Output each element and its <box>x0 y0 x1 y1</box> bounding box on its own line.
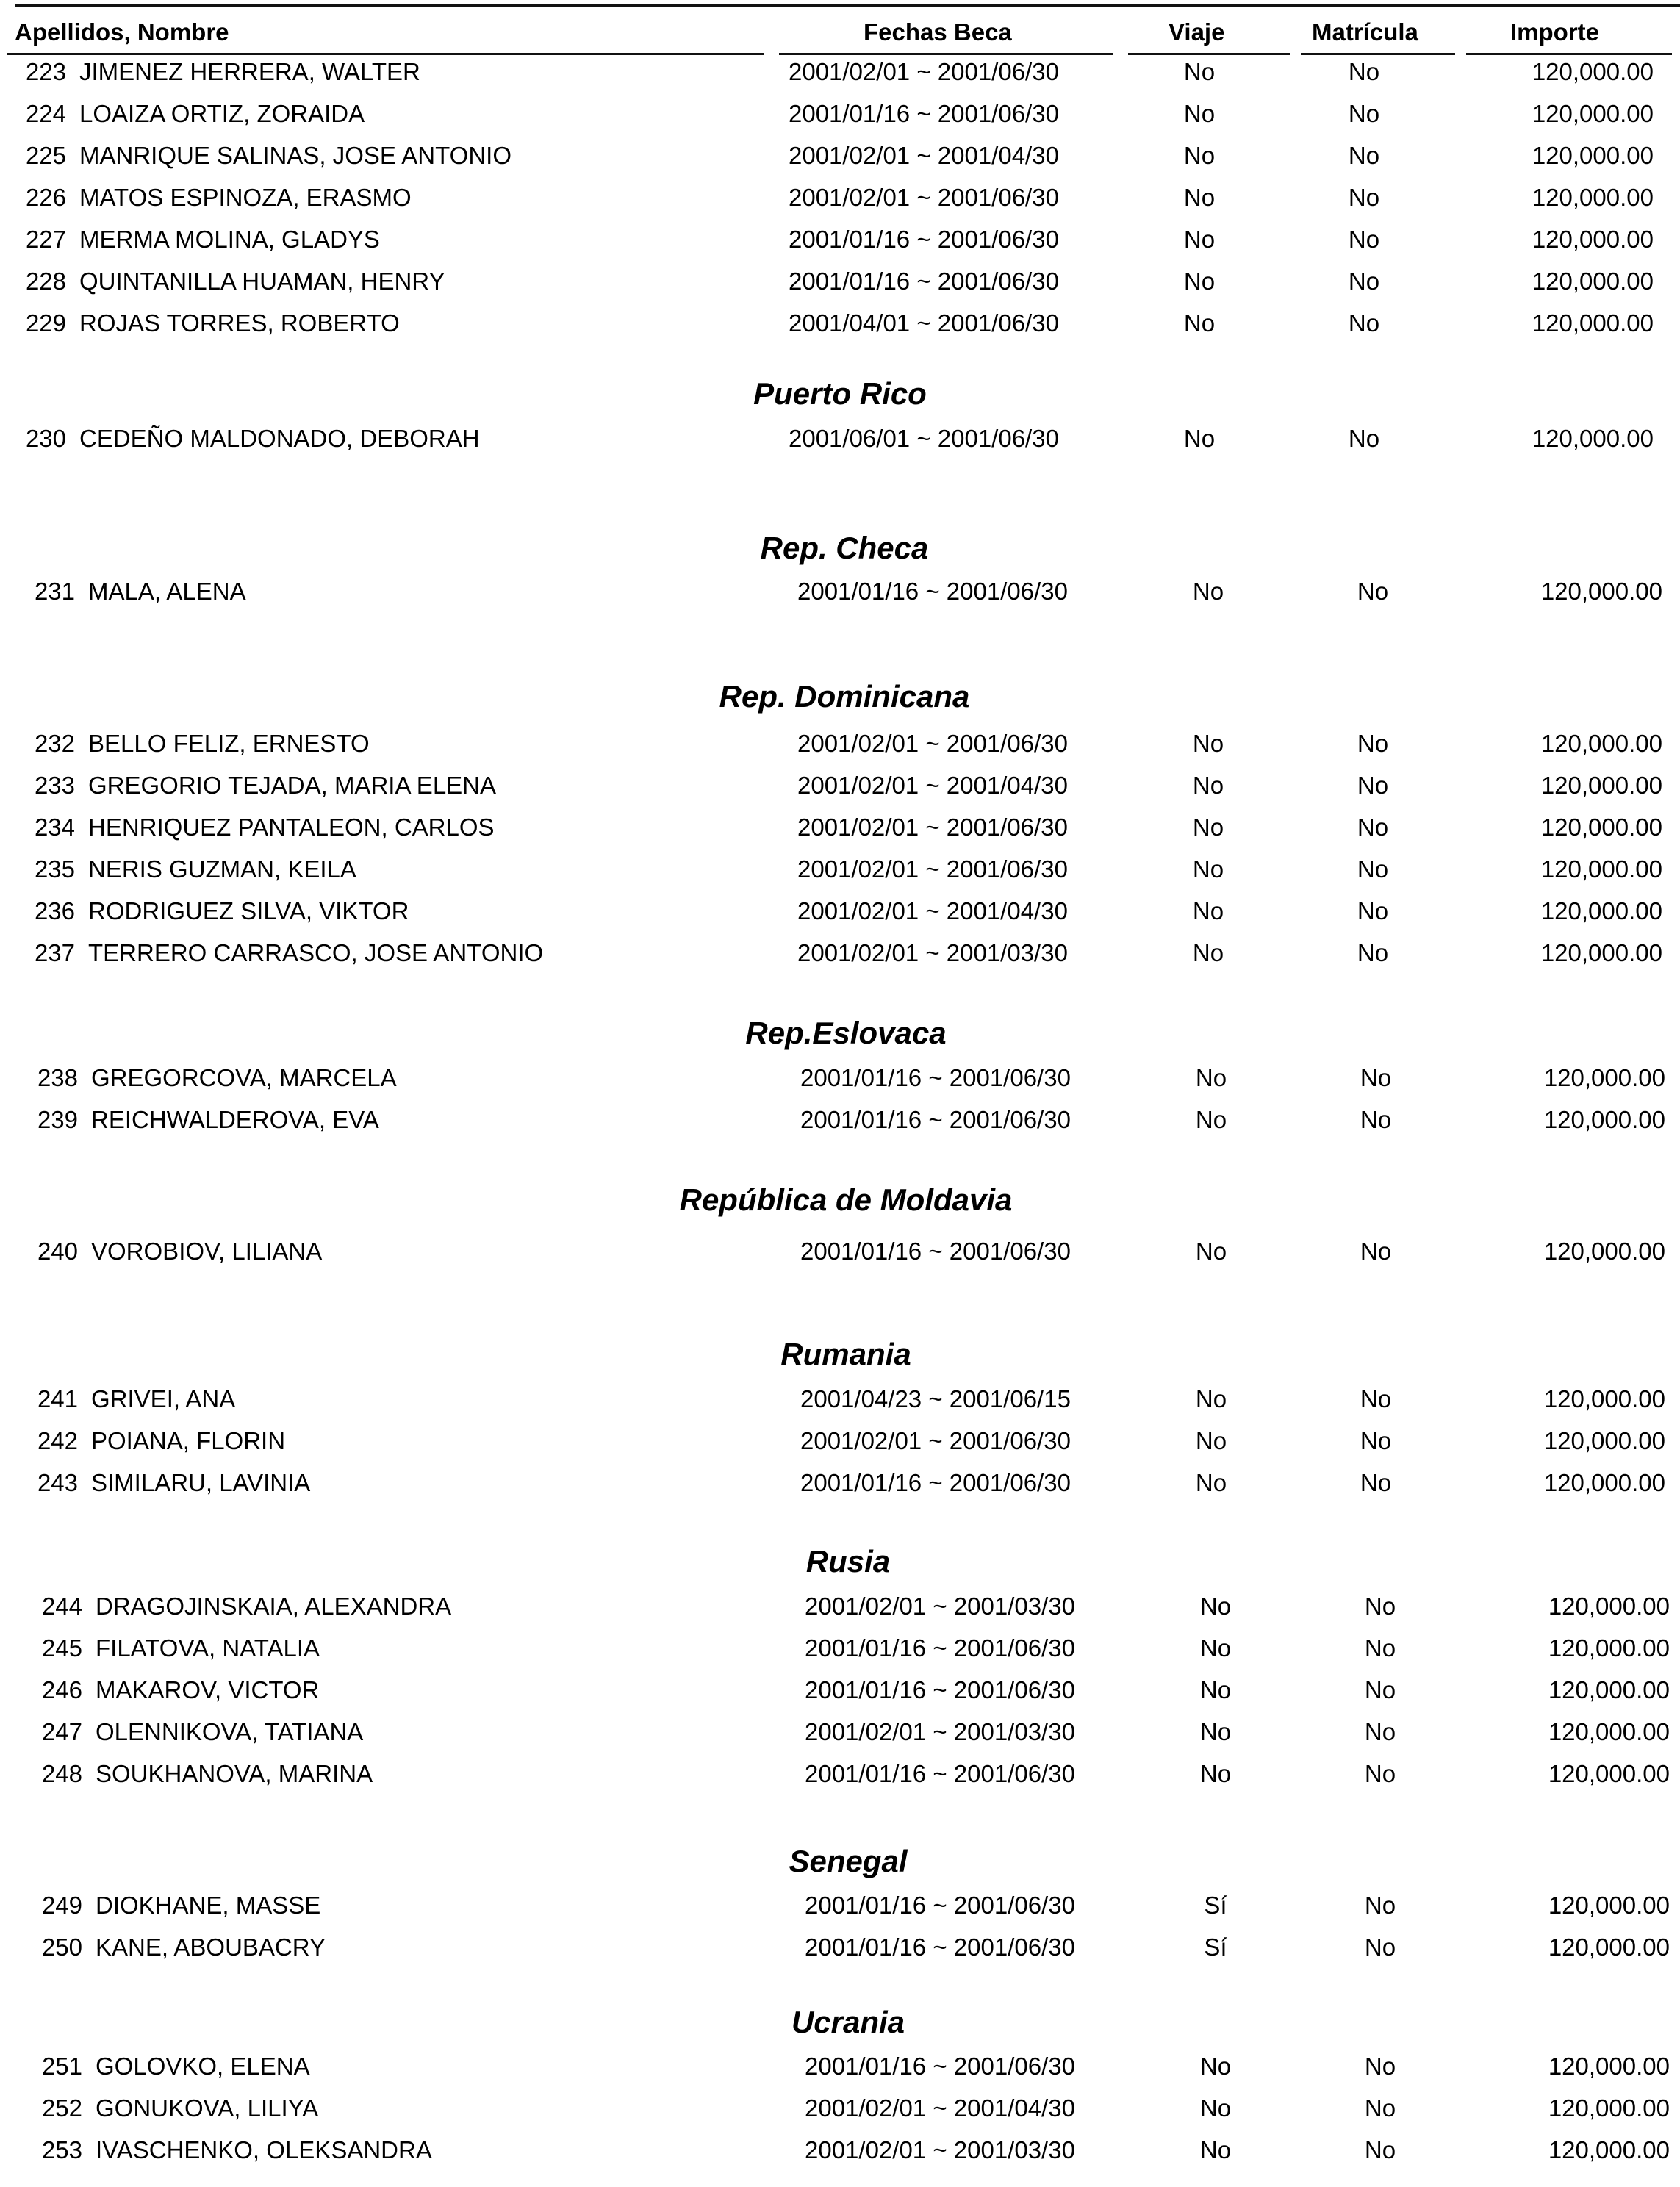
row-importe: 120,000.00 <box>1532 100 1654 127</box>
row-viaje: Sí <box>1204 1892 1227 1919</box>
row-dates: 2001/01/16 ~ 2001/06/30 <box>800 1106 1071 1133</box>
row-dates: 2001/01/16 ~ 2001/06/30 <box>789 100 1059 127</box>
row-importe: 120,000.00 <box>1543 1106 1665 1133</box>
row-importe: 120,000.00 <box>1540 814 1662 841</box>
table-row <box>0 1930 1680 1965</box>
row-dates: 2001/02/01 ~ 2001/04/30 <box>789 142 1059 169</box>
table-row <box>0 1888 1680 1923</box>
table-row <box>0 2049 1680 2084</box>
row-matricula: No <box>1360 1427 1392 1454</box>
country-heading: Rusia <box>805 1544 891 1579</box>
row-viaje: No <box>1183 226 1216 253</box>
row-matricula: No <box>1357 814 1389 841</box>
row-dates: 2001/06/01 ~ 2001/06/30 <box>789 425 1059 452</box>
table-row <box>0 1631 1680 1666</box>
row-viaje: No <box>1199 2136 1232 2163</box>
row-viaje: No <box>1199 1760 1232 1787</box>
row-viaje: No <box>1195 1064 1227 1091</box>
row-dates: 2001/01/16 ~ 2001/06/30 <box>805 1676 1075 1703</box>
row-matricula: No <box>1360 1469 1392 1496</box>
row-number: 253 <box>41 2136 82 2163</box>
row-dates: 2001/01/16 ~ 2001/06/30 <box>800 1469 1071 1496</box>
row-viaje: No <box>1183 100 1216 127</box>
country-heading: Ucrania <box>791 2005 905 2039</box>
row-name: MATOS ESPINOZA, ERASMO <box>79 184 412 211</box>
row-importe: 120,000.00 <box>1548 1592 1670 1620</box>
table-row <box>0 180 1680 215</box>
row-importe: 120,000.00 <box>1540 578 1662 605</box>
row-name: NERIS GUZMAN, KEILA <box>88 855 356 883</box>
row-number: 226 <box>25 184 66 211</box>
row-dates: 2001/02/01 ~ 2001/03/30 <box>797 939 1068 966</box>
table-row <box>0 54 1680 90</box>
table-row <box>0 768 1680 803</box>
table-row <box>0 936 1680 971</box>
row-name: SIMILARU, LAVINIA <box>91 1469 311 1496</box>
row-number: 238 <box>37 1064 78 1091</box>
row-viaje: No <box>1199 2094 1232 2122</box>
row-name: DIOKHANE, MASSE <box>96 1892 321 1919</box>
row-viaje: No <box>1199 1592 1232 1620</box>
row-number: 248 <box>41 1760 82 1787</box>
row-viaje: No <box>1192 578 1224 605</box>
row-number: 243 <box>37 1469 78 1496</box>
row-dates: 2001/02/01 ~ 2001/04/30 <box>805 2094 1075 2122</box>
table-row <box>0 1756 1680 1792</box>
table-row <box>0 1102 1680 1138</box>
row-number: 232 <box>34 730 75 757</box>
row-number: 230 <box>25 425 66 452</box>
row-name: ROJAS TORRES, ROBERTO <box>79 309 400 337</box>
row-viaje: No <box>1183 142 1216 169</box>
header-matricula: Matrícula <box>1312 18 1418 46</box>
row-dates: 2001/01/16 ~ 2001/06/30 <box>805 1760 1075 1787</box>
table-row <box>0 421 1680 456</box>
row-viaje: No <box>1199 1634 1232 1662</box>
country-heading: Senegal <box>789 1844 908 1878</box>
row-dates: 2001/02/01 ~ 2001/06/30 <box>789 184 1059 211</box>
row-number: 233 <box>34 772 75 799</box>
row-name: MAKAROV, VICTOR <box>96 1676 320 1703</box>
row-importe: 120,000.00 <box>1543 1385 1665 1412</box>
row-importe: 120,000.00 <box>1540 897 1662 924</box>
row-importe: 120,000.00 <box>1532 226 1654 253</box>
country-heading: Rep.Eslovaca <box>745 1016 947 1050</box>
row-importe: 120,000.00 <box>1540 730 1662 757</box>
row-dates: 2001/01/16 ~ 2001/06/30 <box>805 1933 1075 1961</box>
table-row <box>0 1673 1680 1708</box>
row-importe: 120,000.00 <box>1548 2053 1670 2080</box>
row-dates: 2001/02/01 ~ 2001/06/30 <box>789 58 1059 85</box>
row-dates: 2001/02/01 ~ 2001/04/30 <box>797 772 1068 799</box>
row-viaje: No <box>1192 939 1224 966</box>
row-matricula: No <box>1357 578 1389 605</box>
row-name: GREGORCOVA, MARCELA <box>91 1064 397 1091</box>
row-importe: 120,000.00 <box>1543 1469 1665 1496</box>
table-row <box>0 1423 1680 1459</box>
row-dates: 2001/01/16 ~ 2001/06/30 <box>789 226 1059 253</box>
row-importe: 120,000.00 <box>1548 1634 1670 1662</box>
row-name: BELLO FELIZ, ERNESTO <box>88 730 370 757</box>
row-matricula: No <box>1348 425 1380 452</box>
row-number: 246 <box>41 1676 82 1703</box>
row-matricula: No <box>1364 1933 1396 1961</box>
row-number: 252 <box>41 2094 82 2122</box>
header-viaje: Viaje <box>1169 18 1225 46</box>
row-matricula: No <box>1364 1718 1396 1745</box>
row-dates: 2001/01/16 ~ 2001/06/30 <box>800 1064 1071 1091</box>
table-row <box>0 96 1680 132</box>
row-viaje: No <box>1192 897 1224 924</box>
table-row <box>0 306 1680 341</box>
row-name: IVASCHENKO, OLEKSANDRA <box>96 2136 432 2163</box>
row-name: MERMA MOLINA, GLADYS <box>79 226 380 253</box>
table-row <box>0 2091 1680 2126</box>
row-importe: 120,000.00 <box>1532 184 1654 211</box>
row-dates: 2001/02/01 ~ 2001/06/30 <box>800 1427 1071 1454</box>
row-viaje: No <box>1183 58 1216 85</box>
row-viaje: No <box>1195 1238 1227 1265</box>
row-number: 235 <box>34 855 75 883</box>
row-name: VOROBIOV, LILIANA <box>91 1238 323 1265</box>
table-row <box>0 264 1680 299</box>
row-dates: 2001/01/16 ~ 2001/06/30 <box>805 2053 1075 2080</box>
row-number: 225 <box>25 142 66 169</box>
table-row <box>0 138 1680 173</box>
row-dates: 2001/01/16 ~ 2001/06/30 <box>800 1238 1071 1265</box>
row-name: KANE, ABOUBACRY <box>96 1933 326 1961</box>
row-viaje: No <box>1183 309 1216 337</box>
table-row <box>0 1714 1680 1750</box>
row-viaje: No <box>1183 267 1216 295</box>
row-number: 239 <box>37 1106 78 1133</box>
row-importe: 120,000.00 <box>1548 1676 1670 1703</box>
table-row <box>0 810 1680 845</box>
row-dates: 2001/04/01 ~ 2001/06/30 <box>789 309 1059 337</box>
row-dates: 2001/02/01 ~ 2001/03/30 <box>805 1592 1075 1620</box>
table-row <box>0 726 1680 761</box>
table-row <box>0 1589 1680 1624</box>
row-number: 223 <box>25 58 66 85</box>
row-dates: 2001/01/16 ~ 2001/06/30 <box>789 267 1059 295</box>
row-viaje: No <box>1195 1106 1227 1133</box>
row-viaje: No <box>1199 2053 1232 2080</box>
row-name: MALA, ALENA <box>88 578 246 605</box>
row-importe: 120,000.00 <box>1543 1427 1665 1454</box>
row-dates: 2001/01/16 ~ 2001/06/30 <box>805 1634 1075 1662</box>
country-heading: República de Moldavia <box>679 1182 1013 1217</box>
row-matricula: No <box>1360 1238 1392 1265</box>
country-heading: Puerto Rico <box>753 376 927 411</box>
table-row <box>0 222 1680 257</box>
row-importe: 120,000.00 <box>1532 267 1654 295</box>
row-importe: 120,000.00 <box>1532 142 1654 169</box>
row-viaje: Sí <box>1204 1933 1227 1961</box>
row-importe: 120,000.00 <box>1532 309 1654 337</box>
row-number: 224 <box>25 100 66 127</box>
row-name: TERRERO CARRASCO, JOSE ANTONIO <box>88 939 544 966</box>
row-name: GRIVEI, ANA <box>91 1385 236 1412</box>
row-matricula: No <box>1364 2094 1396 2122</box>
row-name: GOLOVKO, ELENA <box>96 2053 310 2080</box>
table-row <box>0 894 1680 929</box>
row-number: 227 <box>25 226 66 253</box>
row-viaje: No <box>1195 1469 1227 1496</box>
row-name: OLENNIKOVA, TATIANA <box>96 1718 364 1745</box>
row-name: SOUKHANOVA, MARINA <box>96 1760 373 1787</box>
top-rule <box>15 4 1680 7</box>
row-importe: 120,000.00 <box>1548 1760 1670 1787</box>
row-matricula: No <box>1348 309 1380 337</box>
row-importe: 120,000.00 <box>1543 1238 1665 1265</box>
row-matricula: No <box>1364 1892 1396 1919</box>
row-importe: 120,000.00 <box>1543 1064 1665 1091</box>
row-dates: 2001/02/01 ~ 2001/04/30 <box>797 897 1068 924</box>
row-importe: 120,000.00 <box>1532 58 1654 85</box>
row-matricula: No <box>1364 1676 1396 1703</box>
row-viaje: No <box>1195 1427 1227 1454</box>
row-matricula: No <box>1364 1760 1396 1787</box>
row-viaje: No <box>1199 1718 1232 1745</box>
row-dates: 2001/01/16 ~ 2001/06/30 <box>797 578 1068 605</box>
table-row <box>0 574 1680 609</box>
row-matricula: No <box>1348 267 1380 295</box>
table-row <box>0 1234 1680 1269</box>
country-heading: Rumania <box>780 1337 911 1371</box>
row-matricula: No <box>1357 897 1389 924</box>
row-dates: 2001/02/01 ~ 2001/03/30 <box>805 2136 1075 2163</box>
row-matricula: No <box>1357 939 1389 966</box>
row-number: 231 <box>34 578 75 605</box>
row-importe: 120,000.00 <box>1548 1892 1670 1919</box>
row-name: GONUKOVA, LILIYA <box>96 2094 319 2122</box>
row-number: 247 <box>41 1718 82 1745</box>
row-number: 237 <box>34 939 75 966</box>
row-number: 245 <box>41 1634 82 1662</box>
country-heading: Rep. Dominicana <box>719 679 970 714</box>
row-dates: 2001/02/01 ~ 2001/03/30 <box>805 1718 1075 1745</box>
row-matricula: No <box>1364 2053 1396 2080</box>
country-heading: Rep. Checa <box>760 531 929 565</box>
row-matricula: No <box>1348 226 1380 253</box>
row-dates: 2001/01/16 ~ 2001/06/30 <box>805 1892 1075 1919</box>
row-number: 251 <box>41 2053 82 2080</box>
table-row <box>0 1465 1680 1501</box>
row-number: 229 <box>25 309 66 337</box>
row-matricula: No <box>1360 1106 1392 1133</box>
table-row <box>0 852 1680 887</box>
row-matricula: No <box>1357 772 1389 799</box>
row-number: 250 <box>41 1933 82 1961</box>
row-number: 249 <box>41 1892 82 1919</box>
row-matricula: No <box>1364 1634 1396 1662</box>
row-number: 236 <box>34 897 75 924</box>
row-name: FILATOVA, NATALIA <box>96 1634 320 1662</box>
row-viaje: No <box>1183 184 1216 211</box>
row-matricula: No <box>1360 1064 1392 1091</box>
row-name: CEDEÑO MALDONADO, DEBORAH <box>79 425 480 452</box>
header-importe: Importe <box>1510 18 1600 46</box>
row-name: RODRIGUEZ SILVA, VIKTOR <box>88 897 409 924</box>
row-importe: 120,000.00 <box>1548 1933 1670 1961</box>
row-matricula: No <box>1364 2136 1396 2163</box>
row-name: LOAIZA ORTIZ, ZORAIDA <box>79 100 365 127</box>
row-dates: 2001/04/23 ~ 2001/06/15 <box>800 1385 1071 1412</box>
row-matricula: No <box>1360 1385 1392 1412</box>
row-name: MANRIQUE SALINAS, JOSE ANTONIO <box>79 142 512 169</box>
row-matricula: No <box>1357 855 1389 883</box>
row-name: GREGORIO TEJADA, MARIA ELENA <box>88 772 497 799</box>
row-importe: 120,000.00 <box>1540 772 1662 799</box>
row-viaje: No <box>1195 1385 1227 1412</box>
row-viaje: No <box>1192 772 1224 799</box>
row-matricula: No <box>1348 142 1380 169</box>
row-dates: 2001/02/01 ~ 2001/06/30 <box>797 855 1068 883</box>
row-name: JIMENEZ HERRERA, WALTER <box>79 58 420 85</box>
row-importe: 120,000.00 <box>1540 855 1662 883</box>
row-importe: 120,000.00 <box>1548 2094 1670 2122</box>
row-number: 241 <box>37 1385 78 1412</box>
row-dates: 2001/02/01 ~ 2001/06/30 <box>797 814 1068 841</box>
row-matricula: No <box>1348 184 1380 211</box>
row-name: REICHWALDEROVA, EVA <box>91 1106 379 1133</box>
row-viaje: No <box>1192 855 1224 883</box>
row-matricula: No <box>1357 730 1389 757</box>
row-name: QUINTANILLA HUAMAN, HENRY <box>79 267 445 295</box>
header-name: Apellidos, Nombre <box>15 18 229 46</box>
row-matricula: No <box>1348 58 1380 85</box>
row-importe: 120,000.00 <box>1548 1718 1670 1745</box>
row-matricula: No <box>1364 1592 1396 1620</box>
row-name: DRAGOJINSKAIA, ALEXANDRA <box>96 1592 452 1620</box>
row-number: 228 <box>25 267 66 295</box>
table-row <box>0 1382 1680 1417</box>
row-matricula: No <box>1348 100 1380 127</box>
row-viaje: No <box>1192 814 1224 841</box>
row-number: 244 <box>41 1592 82 1620</box>
row-name: HENRIQUEZ PANTALEON, CARLOS <box>88 814 495 841</box>
row-number: 240 <box>37 1238 78 1265</box>
header-dates: Fechas Beca <box>864 18 1012 46</box>
row-viaje: No <box>1183 425 1216 452</box>
row-dates: 2001/02/01 ~ 2001/06/30 <box>797 730 1068 757</box>
row-importe: 120,000.00 <box>1548 2136 1670 2163</box>
table-row <box>0 2133 1680 2168</box>
row-importe: 120,000.00 <box>1532 425 1654 452</box>
row-viaje: No <box>1192 730 1224 757</box>
row-number: 234 <box>34 814 75 841</box>
row-importe: 120,000.00 <box>1540 939 1662 966</box>
row-number: 242 <box>37 1427 78 1454</box>
row-viaje: No <box>1199 1676 1232 1703</box>
table-row <box>0 1060 1680 1096</box>
row-name: POIANA, FLORIN <box>91 1427 286 1454</box>
